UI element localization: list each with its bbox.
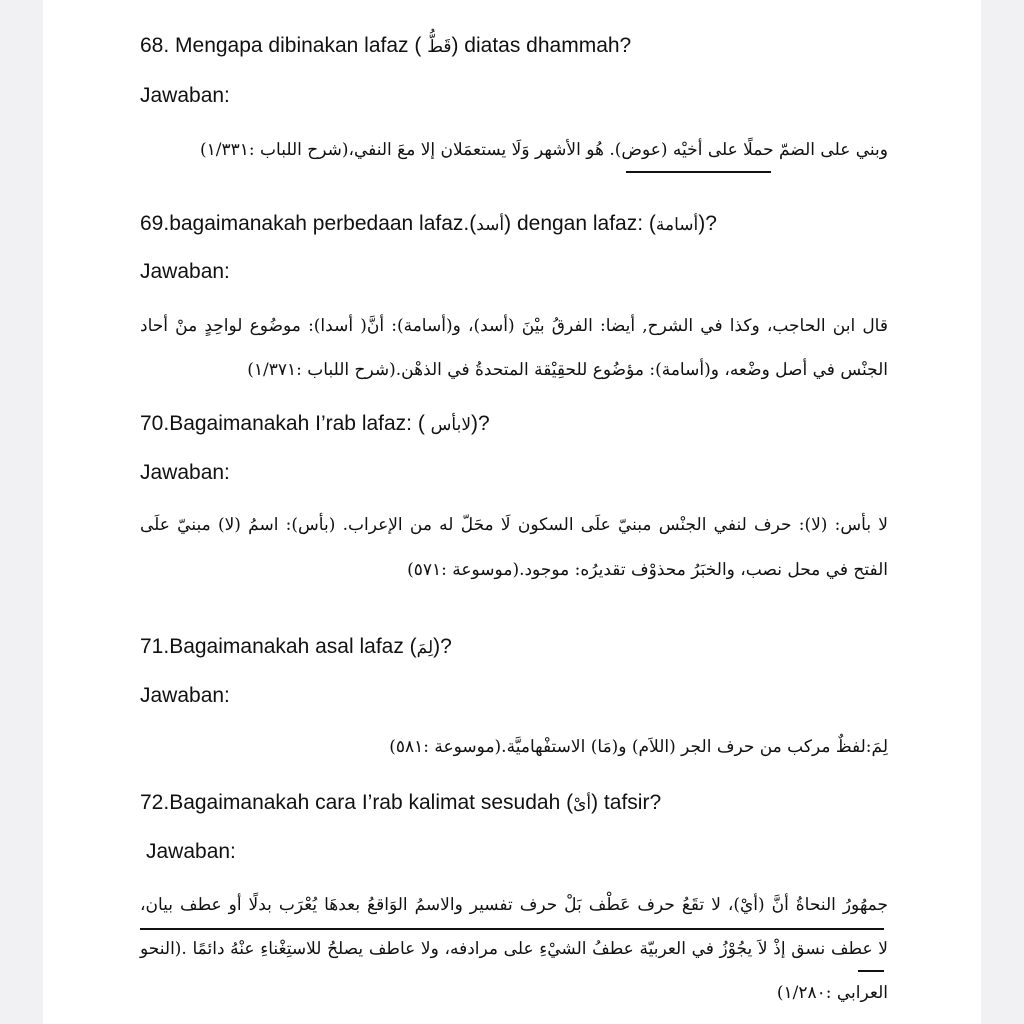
answer-label-68: Jawaban: <box>140 84 230 107</box>
question-72: 72.Bagaimanakah cara I’rab kalimat sesudah (أىْ) tafsir? <box>140 791 662 814</box>
answer-69-line-1: قال ابن الحاجب، وكذا في الشرح, أيضا: الفرقُ بيْنَ (أسد)، و(أسامة): أنَّ( أسدا): موضُوع لواحِدٍ منْ أحاد <box>140 316 888 336</box>
answer-label-72: Jawaban: <box>146 840 236 863</box>
answer-72-underline-1 <box>140 928 884 930</box>
question-69-arabic-2: أسامة <box>655 215 699 235</box>
question-69-arabic-1: أسد <box>476 215 505 235</box>
answer-68: وبني على الضمّ حملًا على أخيْه (عوض). هُو الأشهر وَلَا يستعمَلان إلا معَ النفي،(شرح اللباب :١/٣٣١) <box>199 140 888 160</box>
answer-71: لِمَ:لفظٌ مركب من حرف الجر (اللاَم) و(مَا) الاستفْهاميَّة.(موسوعة :٥٨١) <box>389 737 888 757</box>
answer-label-70: Jawaban: <box>140 461 230 484</box>
question-70-arabic: لابأس <box>430 415 472 435</box>
answer-72-line-2: لا عطف نسق إذْ لاَ يجُوْزُ في العربيّة عطفُ الشيْءِ على مرادفه، ولا عاطف يصلحُ للاستِغْناءِ عنْهُ دائمًا .(النحو <box>140 939 888 959</box>
question-68-arabic: قَطُّ <box>427 37 452 57</box>
question-71-arabic: لِمَ <box>416 638 434 658</box>
answer-label-71: Jawaban: <box>140 684 230 707</box>
question-71: 71.Bagaimanakah asal lafaz (لِمَ)? <box>140 635 452 658</box>
question-69: 69.bagaimanakah perbedaan lafaz.(أسد) dengan lafaz: (أسامة)? <box>140 212 717 235</box>
answer-72-line-1: جمهُورُ النحاةُ أنَّ (أيْ)، لا تقَعُ حرف عَطْف بَلْ حرف تفسير والاسمُ الوَاقعُ بعدهَا يُعْرَب بدلًا أو عطف بيان، <box>140 895 888 915</box>
answer-label-69: Jawaban: <box>140 260 230 283</box>
answer-72-line-3: العرابي :١/٢٨٠) <box>776 983 888 1003</box>
question-72-arabic: أىْ <box>573 794 592 814</box>
question-68: 68. Mengapa dibinakan lafaz ( قَطُّ) diatas dhammah? <box>140 34 632 57</box>
answer-69-line-2: الجنْس في أصل وضْعه، و(أسامة): مؤضُوع للحقِيْقة المتحدةُ في الذهْن.(شرح اللباب :١/٣٧١) <box>247 360 888 380</box>
answer-70-line-1: لا بأس: (لا): حرف لنفي الجنْس مبنيّ علَى السكون لَا محَلّ له من الإعراب. (بأس): اسمُ (لا) مبنيّ علَى <box>140 515 888 535</box>
answer-68-underline <box>626 171 771 173</box>
answer-72-underline-2 <box>858 970 884 972</box>
answer-70-line-2: الفتح في محل نصب، والخبَرُ محذوْف تقديرُه: موجود.(موسوعة :٥٧١) <box>407 560 888 580</box>
question-70: 70.Bagaimanakah I’rab lafaz: ( لابأس)? <box>140 412 490 435</box>
